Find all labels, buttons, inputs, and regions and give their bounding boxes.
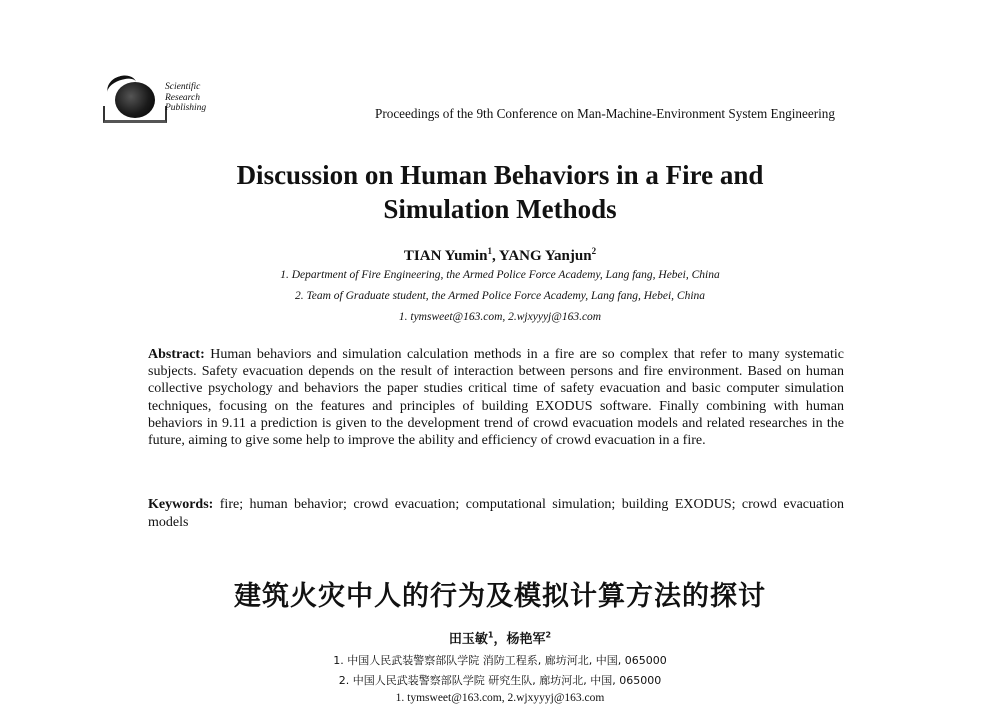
publisher-logo xyxy=(103,78,233,126)
chinese-affiliation-1: 1. 中国人民武装警察部队学院 消防工程系, 廊坊河北, 中国, 065000 xyxy=(333,654,667,667)
abstract xyxy=(148,346,844,449)
chinese-affiliation-2: 2. 中国人民武装警察部队学院 研究生队, 廊坊河北, 中国, 065000 xyxy=(338,674,662,687)
affiliation-1: 1. Department of Fire Engineering, the Armed Police Force Academy, Lang fang, Hebei, China xyxy=(280,269,720,281)
keywords-text: fire; human behavior; crowd evacuation; computational simulation; building EXODUS; crowd evacuation models xyxy=(148,497,844,530)
publisher-name: Scientific Research Publishing xyxy=(165,82,207,113)
keywords xyxy=(148,496,844,532)
globe-icon xyxy=(115,82,155,118)
proceedings-header: Proceedings of the 9th Conference on Man-Machine-Environment System Engineering xyxy=(375,106,835,121)
authors: TIAN Yumin$^1$, YANG Yanjun$^2$ xyxy=(403,246,597,264)
abstract-label: Abstract: xyxy=(148,347,205,362)
paper-title: Discussion on Human Behaviors in a Fire and Simulation Methods xyxy=(236,160,764,224)
chinese-title: 建筑火灾中人的行为及模拟计算方法的探讨 xyxy=(234,581,766,612)
chinese-authors: 田玉敏$^1$，杨艳军$^2$ xyxy=(448,630,552,647)
author-emails: 1. tymsweet@163.com, 2.wjxyyyj@163.com xyxy=(398,311,602,323)
affiliation-2: 2. Team of Graduate student, the Armed Police Force Academy, Lang fang, Hebei, China xyxy=(294,290,706,302)
chinese-emails: 1. tymsweet@163.com, 2.wjxyyyj@163.com xyxy=(395,692,605,704)
abstract-text: Human behaviors and simulation calculation methods in a fire are so complex that refer to many systematic subjects. Safety evacuation depends on the result of interaction between persons and fire environment. Based on human collective psychology and behaviors the paper studies critical time of safety evacuation and basic computer simulation techniques, focusing on the features and principles of building EXODUS software. Finally combining with human behaviors in 9.11 a prediction is given to the development trend of crowd evacuation models and related researches in the future, aiming to give some help to improve the ability and efficiency of crowd evacuation in a fire. xyxy=(148,347,844,449)
author-name: YANG Yanjun xyxy=(498,248,592,264)
keywords-label: Keywords: xyxy=(148,497,214,512)
author-name: TIAN Yumin xyxy=(403,248,488,264)
